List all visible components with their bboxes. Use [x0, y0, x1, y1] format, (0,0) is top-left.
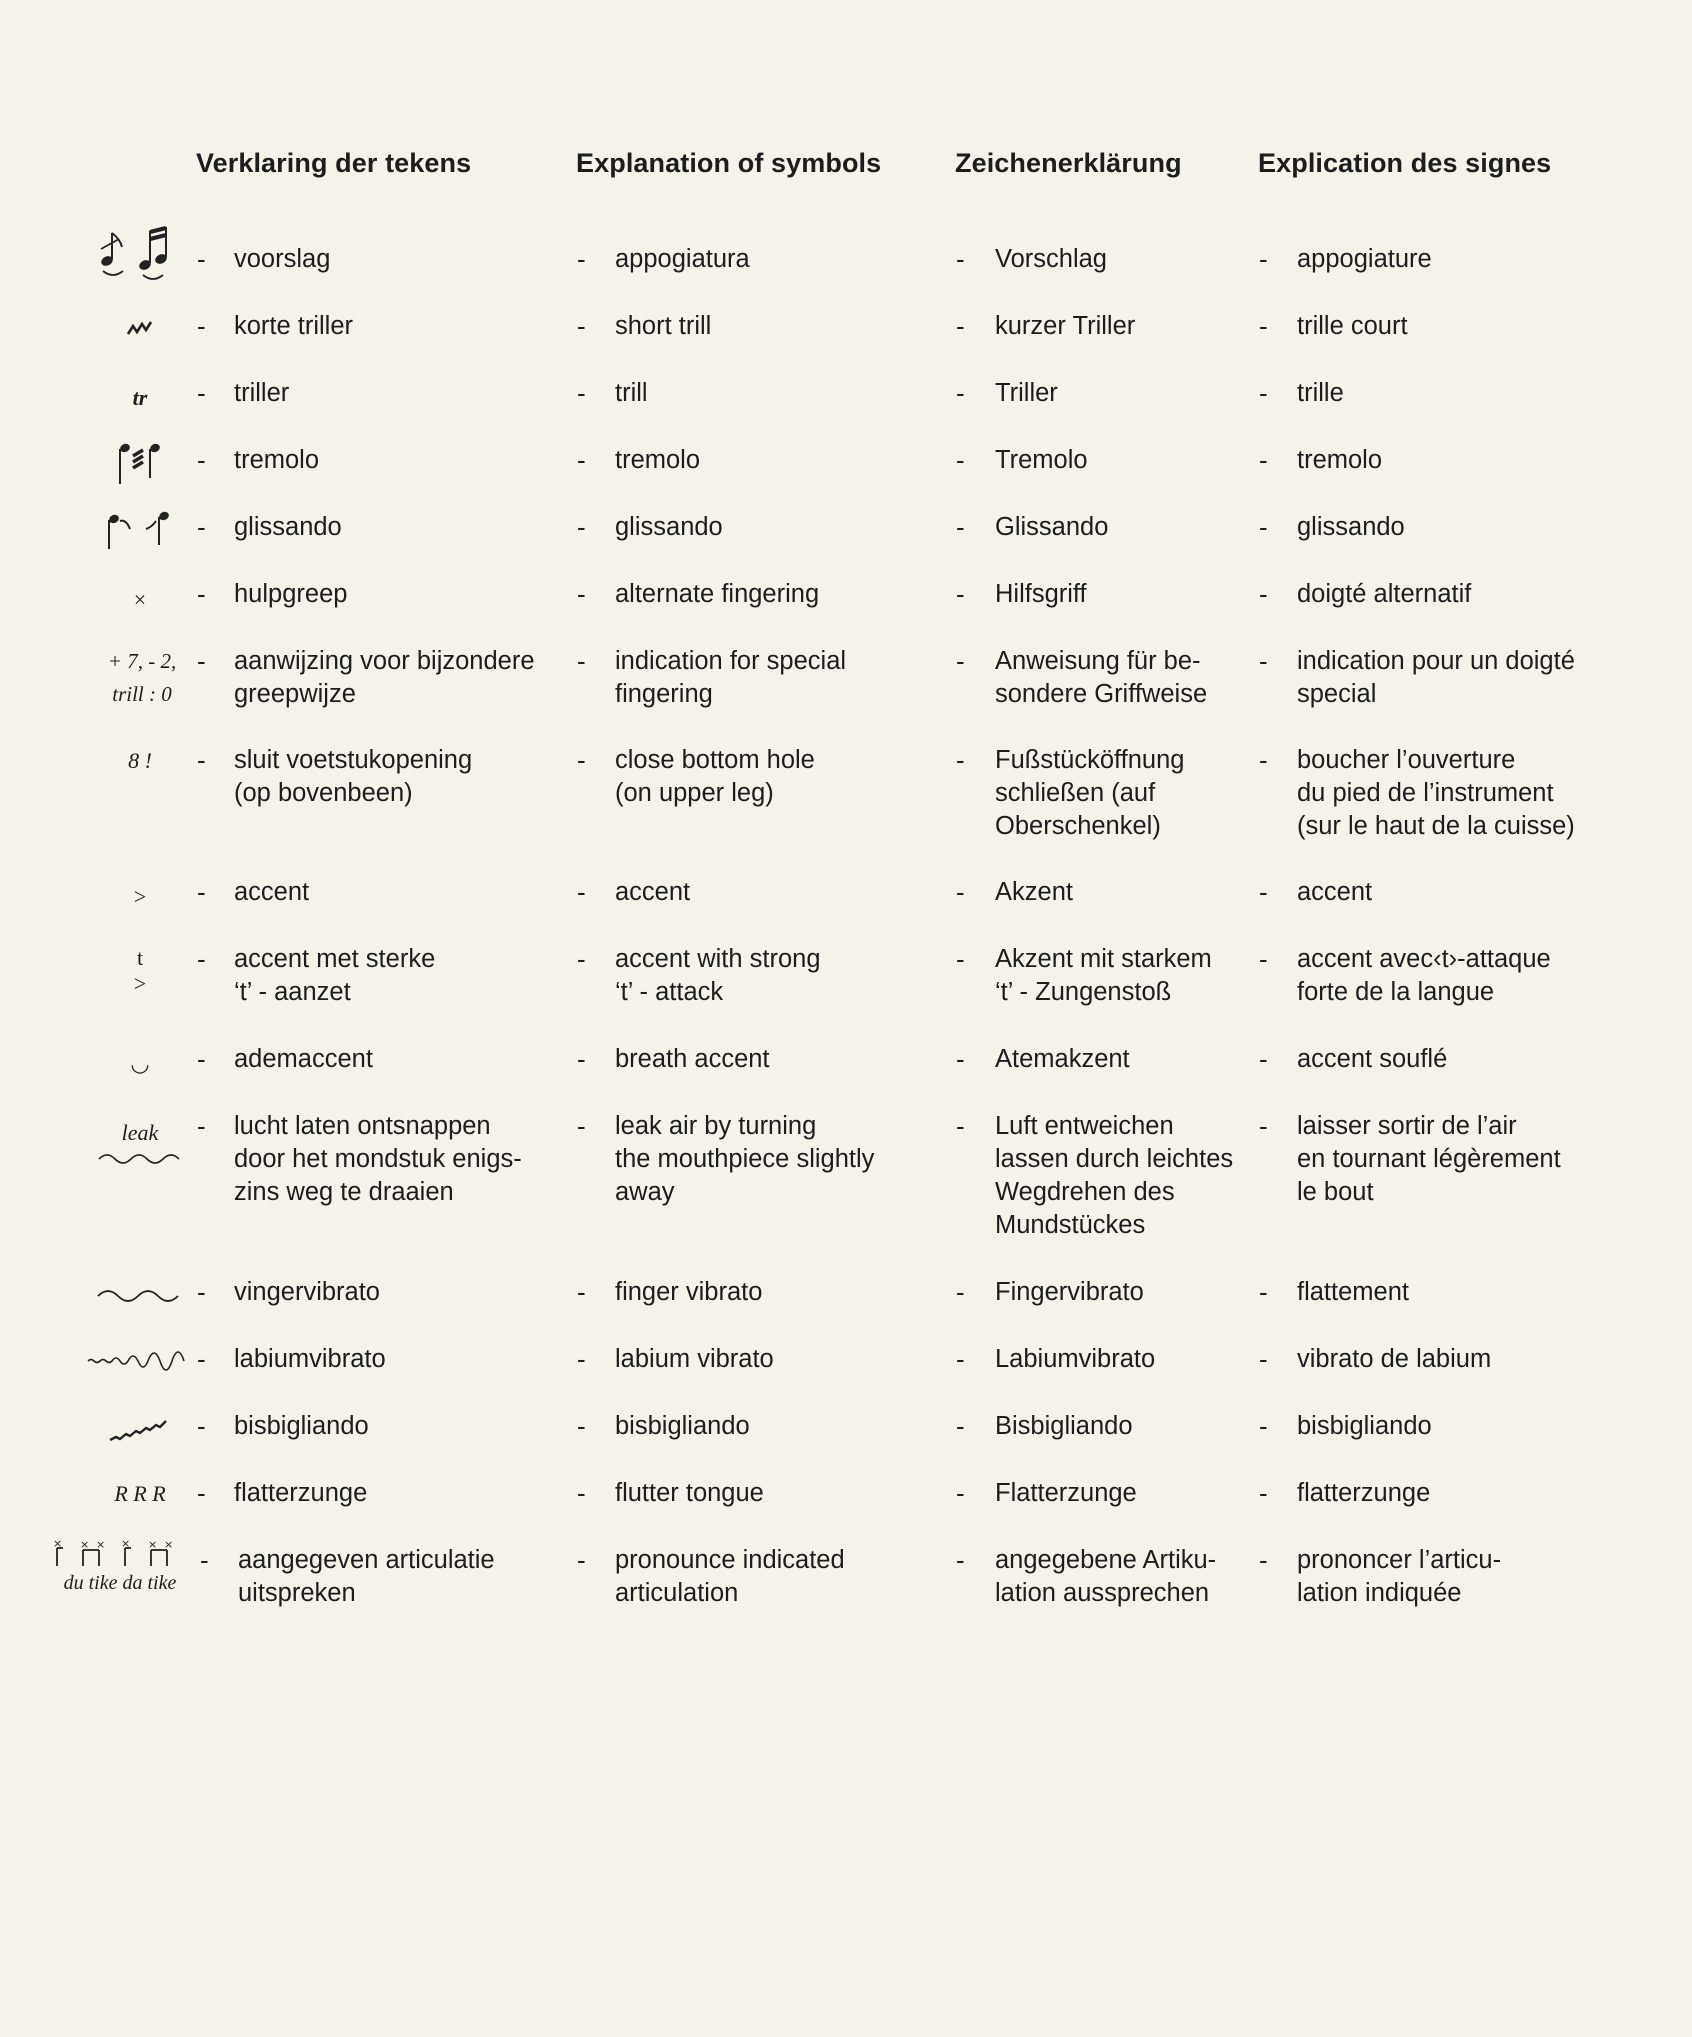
cell-french: accent — [1297, 878, 1373, 906]
cell-dutch: tremolo — [234, 446, 320, 474]
cell-german: angegebene Artiku- lation aussprechen — [995, 1546, 1217, 1607]
cell-dutch: aanwijzing voor bijzondere greepwijze — [234, 647, 535, 708]
labium-vibrato-icon — [80, 1343, 200, 1375]
svg-text:×: × — [80, 1540, 90, 1551]
cell-french: flatterzunge — [1297, 1479, 1431, 1507]
appoggiatura-icon — [80, 225, 200, 287]
cell-dutch: labiumvibrato — [234, 1345, 386, 1373]
cell-french: appogiature — [1297, 245, 1432, 273]
cell-german: Akzent mit starkem ‘t’ - Zungenstoß — [995, 945, 1212, 1006]
cell-french: tremolo — [1297, 446, 1383, 474]
cell-french: flattement — [1297, 1278, 1409, 1306]
articulation-syllables: du tike da tike — [63, 1572, 177, 1594]
svg-text:×: × — [164, 1540, 174, 1551]
cell-dutch: accent met sterke ‘t’ - aanzet — [234, 945, 436, 1006]
cell-french: prononcer l’articu- lation indiquée — [1297, 1546, 1502, 1607]
flutter-symbol: R R R — [114, 1481, 166, 1506]
header-english: Explanation of symbols — [576, 148, 882, 178]
cell-german: Anweisung für be- sondere Griffweise — [995, 647, 1208, 708]
cell-german: Tremolo — [995, 446, 1088, 474]
cell-german: Bisbigliando — [995, 1412, 1133, 1440]
header-french: Explication des signes — [1258, 148, 1552, 178]
cell-french: vibrato de labium — [1297, 1345, 1492, 1373]
cell-french: accent souflé — [1297, 1045, 1448, 1073]
cross-icon: × — [133, 587, 147, 612]
header-german: Zeichenerklärung — [955, 148, 1182, 178]
header-dutch: Verklaring der tekens — [196, 148, 472, 178]
cell-dutch: lucht laten ontsnappen door het mondstuk enigs- zins weg te draaien — [234, 1112, 522, 1206]
cell-dutch: bisbigliando — [234, 1412, 369, 1440]
cell-dutch: accent — [234, 878, 310, 906]
bisbigliando-icon — [80, 1406, 200, 1446]
cell-english: trill — [615, 379, 648, 407]
cell-dutch: ademaccent — [234, 1045, 373, 1073]
cell-french: indication pour un doigté special — [1297, 647, 1575, 708]
cell-french: doigté alternatif — [1297, 580, 1472, 608]
cell-english: finger vibrato — [615, 1278, 763, 1306]
cell-german: Fußstücköffnung schließen (auf Oberschenkel) — [995, 746, 1185, 840]
leak-icon — [80, 1116, 200, 1165]
cell-german: Hilfsgriff — [995, 580, 1087, 608]
finger-vibrato-icon — [80, 1282, 200, 1302]
cell-german: Glissando — [995, 513, 1109, 541]
cell-english: tremolo — [615, 446, 701, 474]
cell-german: Triller — [995, 379, 1058, 407]
svg-text:×: × — [121, 1540, 131, 1550]
bottom-hole-symbol: 8 ! — [128, 748, 152, 773]
cell-french: accent avec‹t›-attaque forte de la langue — [1297, 945, 1551, 1006]
cell-english: accent with strong ‘t’ - attack — [615, 945, 821, 1006]
cell-dutch: glissando — [234, 513, 342, 541]
cell-german: Atemakzent — [995, 1045, 1130, 1073]
cell-german: Labiumvibrato — [995, 1345, 1156, 1373]
t-accent-icon: t > — [133, 945, 147, 996]
tremolo-icon — [80, 438, 200, 490]
cell-german: Fingervibrato — [995, 1278, 1144, 1306]
cell-english: labium vibrato — [615, 1345, 774, 1373]
cell-french: bisbigliando — [1297, 1412, 1432, 1440]
cell-dutch: flatterzunge — [234, 1479, 368, 1507]
cell-english: appogiatura — [615, 245, 750, 273]
cell-german: Flatterzunge — [995, 1479, 1137, 1507]
cell-english: breath accent — [615, 1045, 770, 1073]
cell-french: boucher l’ouverture du pied de l’instrument (sur le haut de la cuisse) — [1297, 746, 1575, 840]
cell-french: glissando — [1297, 513, 1405, 541]
cell-german: Vorschlag — [995, 245, 1107, 273]
glissando-icon — [80, 507, 200, 553]
cell-dutch: aangegeven articulatie uitspreken — [238, 1546, 495, 1607]
cell-english: glissando — [615, 513, 723, 541]
cell-english: short trill — [615, 312, 712, 340]
trill-icon: tr — [132, 385, 148, 410]
cell-dutch: triller — [234, 379, 290, 407]
cell-english: accent — [615, 878, 691, 906]
cell-english: leak air by turning the mouthpiece slightly away — [615, 1112, 875, 1206]
cell-french: trille court — [1297, 312, 1408, 340]
cell-german: kurzer Triller — [995, 312, 1136, 340]
cell-french: trille — [1297, 379, 1344, 407]
fingering-symbol: + 7, - 2, trill : 0 — [107, 649, 177, 706]
cell-french: laisser sortir de l’air en tournant légèrement le bout — [1297, 1112, 1561, 1206]
cell-dutch: korte triller — [234, 312, 354, 340]
svg-text:×: × — [53, 1540, 63, 1550]
cell-german: Akzent — [995, 878, 1073, 906]
cell-english: close bottom hole (on upper leg) — [615, 746, 815, 807]
svg-text:×: × — [96, 1540, 106, 1551]
breath-accent-icon: ◡ — [130, 1051, 150, 1076]
svg-text:×: × — [148, 1540, 158, 1551]
accent-icon: > — [133, 884, 147, 909]
cell-english: bisbigliando — [615, 1412, 750, 1440]
cell-dutch: hulpgreep — [234, 580, 348, 608]
mordent-icon — [80, 310, 200, 343]
leak-label: leak — [121, 1120, 159, 1145]
cell-english: alternate fingering — [615, 580, 820, 608]
cell-dutch: vingervibrato — [234, 1278, 380, 1306]
cell-english: flutter tongue — [615, 1479, 764, 1507]
articulation-icon — [40, 1540, 200, 1596]
cell-dutch: voorslag — [234, 245, 331, 273]
cell-dutch: sluit voetstukopening (op bovenbeen) — [234, 746, 473, 807]
cell-english: pronounce indicated articulation — [615, 1546, 845, 1607]
symbol-legend-page: Verklaring der tekens Explanation of symbols Zeichenerklärung Explication des signes - voorslag - appogiatura - Vorschlag - appogiature - korte triller - short trill - kurzer Triller - trille court tr - triller - trill - Triller - trille - tremolo - tremolo - Tremolo - tremolo - glissando - glissando - Glissando - glissando × - hulpgreep - alternate fingering - Hilfsgriff - doigté alternatif + 7, - 2, trill : 0 - aanwijzing voor bijzondere greepwijze - indication for special fingering - Anweisung für be- sondere Griffweise - indication pour un doigté special 8 ! - sluit voetstukopening (op bovenbeen) - close bottom hole (on upper leg) - Fußstücköffnung schließen (auf Oberschenkel) - boucher l’ouverture du pied de l’instrument (sur le haut de la cuisse) > - accent - accent - Akzent - accent t > - accent met sterke ‘t’ - aanzet - accent with strong ‘t’ - attack - Akzent mit starkem ‘t’ - Zungenstoß - accent avec‹t›-attaque forte de la langue ◡ - ademaccent - breath accent - Atemakzent - accent souflé leak - lucht laten ontsnappen door het mondstuk enigs- zins weg te draaien - leak air by turning the mouthpiece slightly away - Luft entweichen lassen durch leichtes Wegdrehen des Mundstückes - laisser sortir de l’air en tournant légèrement le bout - vingervibrato - finger vibrato - Fingervibrato - flattement - labiumvibrato - labium vibrato - Labiumvibrato - vibrato de labium - bisbigliando - bisbigliando - Bisbigliando - bisbigliando R R R - flatterzunge - flutter tongue - Flatterzunge - flatterzunge × × × × × × du tike da tike - aangegeven articulatie uitspreken - pronounce indicated articulation - angegebene Artiku- lation aussprechen - prononcer l’articu- lation indiquée — [0, 0, 1692, 2037]
cell-german: Luft entweichen lassen durch leichtes Wegdrehen des Mundstückes — [995, 1112, 1234, 1239]
cell-english: indication for special fingering — [615, 647, 847, 708]
